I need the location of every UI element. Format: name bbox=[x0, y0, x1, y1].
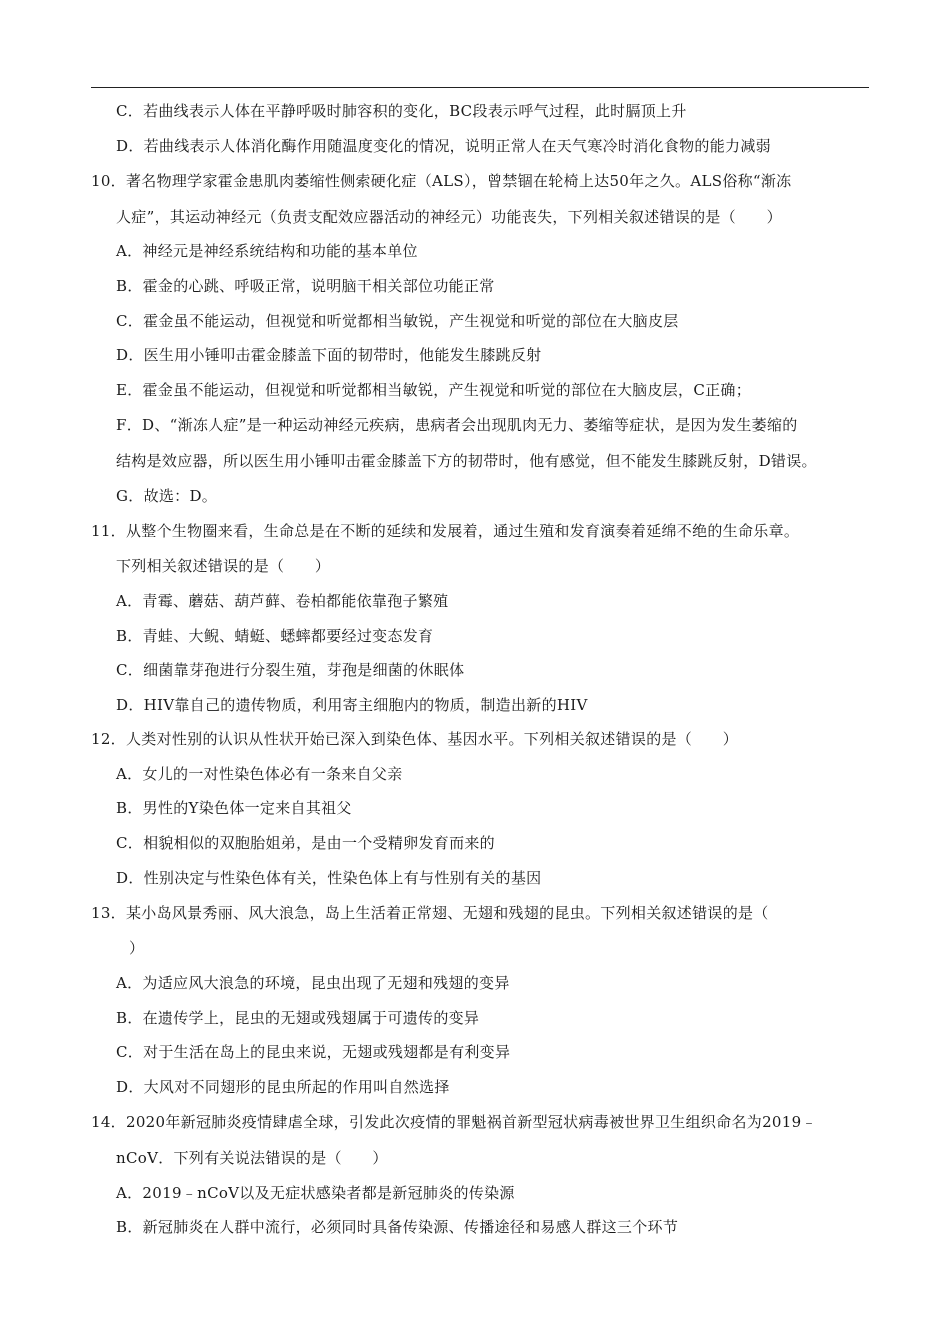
q10-option-a: A．神经元是神经系统结构和功能的基本单位 bbox=[116, 242, 418, 260]
q14-stem: 14．2020年新冠肺炎疫情肆虐全球，引发此次疫情的罪魁祸首新型冠状病毒被世界卫生组织命名为2019﹣ bbox=[91, 1113, 817, 1131]
q10-option-b: B．霍金的心跳、呼吸正常，说明脑干相关部位功能正常 bbox=[116, 277, 495, 295]
q13-option-b: B．在遗传学上，昆虫的无翅或残翅属于可遗传的变异 bbox=[116, 1009, 480, 1027]
q11-option-d: D．HIV靠自己的遗传物质，利用寄主细胞内的物质，制造出新的HIV bbox=[116, 696, 588, 714]
q11-option-c: C．细菌靠芽孢进行分裂生殖，芽孢是细菌的休眠体 bbox=[116, 661, 465, 679]
q11-option-a: A．青霉、蘑菇、葫芦藓、卷柏都能依靠孢子繁殖 bbox=[116, 592, 449, 610]
q9-option-d: D．若曲线表示人体消化酶作用随温度变化的情况，说明正常人在天气寒冷时消化食物的能力减弱 bbox=[116, 137, 771, 155]
q13-option-a: A．为适应风大浪急的环境，昆虫出现了无翅和残翅的变异 bbox=[116, 974, 510, 992]
q13-option-c: C．对于生活在岛上的昆虫来说，无翅或残翅都是有利变异 bbox=[116, 1043, 511, 1061]
q12-option-c: C．相貌相似的双胞胎姐弟，是由一个受精卵发育而来的 bbox=[116, 834, 495, 852]
q12-option-b: B．男性的Y染色体一定来自其祖父 bbox=[116, 799, 352, 817]
q10-option-e: E．霍金虽不能运动，但视觉和听觉都相当敏锐，产生视觉和听觉的部位在大脑皮层，C正确； bbox=[116, 381, 752, 399]
q10-stem: 10．著名物理学家霍金患肌肉萎缩性侧索硬化症（ALS），曾禁锢在轮椅上达50年之久。ALS俗称“渐冻 bbox=[91, 172, 792, 190]
q10-option-f: F．D、“渐冻人症”是一种运动神经元疾病，患病者会出现肌肉无力、萎缩等症状，是因为发生萎缩的 bbox=[116, 416, 798, 434]
q9-option-c: C．若曲线表示人体在平静呼吸时肺容积的变化，BC段表示呼气过程，此时膈顶上升 bbox=[116, 102, 687, 120]
q11-option-b: B．青蛙、大鲵、蜻蜓、蟋蟀都要经过变态发育 bbox=[116, 627, 434, 645]
q10-option-f-cont: 结构是效应器，所以医生用小锤叩击霍金膝盖下方的韧带时，他有感觉，但不能发生膝跳反射，D错误。 bbox=[116, 452, 817, 470]
q12-stem: 12．人类对性别的认识从性状开始已深入到染色体、基因水平。下列相关叙述错误的是（ ） bbox=[91, 730, 738, 748]
q14-stem-cont: nCoV．下列有关说法错误的是（ ） bbox=[116, 1149, 388, 1167]
q13-stem: 13．某小岛风景秀丽、风大浪急，岛上生活着正常翅、无翅和残翅的昆虫。下列相关叙述错误的是（ bbox=[91, 904, 769, 922]
q10-stem-cont: 人症”，其运动神经元（负责支配效应器活动的神经元）功能丧失，下列相关叙述错误的是（ ） bbox=[116, 208, 782, 226]
q13-option-d: D．大风对不同翅形的昆虫所起的作用叫自然选择 bbox=[116, 1078, 450, 1096]
q12-option-d: D．性别决定与性染色体有关，性染色体上有与性别有关的基因 bbox=[116, 869, 542, 887]
q10-option-d: D．医生用小锤叩击霍金膝盖下面的韧带时，他能发生膝跳反射 bbox=[116, 346, 542, 364]
q11-stem-cont: 下列相关叙述错误的是（ ） bbox=[116, 557, 331, 575]
q13-stem-cont: ） bbox=[129, 939, 145, 957]
q10-option-c: C．霍金虽不能运动，但视觉和听觉都相当敏锐，产生视觉和听觉的部位在大脑皮层 bbox=[116, 312, 679, 330]
q10-option-g: G．故选：D。 bbox=[116, 487, 218, 505]
q14-option-a: A．2019﹣nCoV以及无症状感染者都是新冠肺炎的传染源 bbox=[116, 1184, 515, 1202]
header-rule bbox=[91, 87, 869, 88]
q11-stem: 11．从整个生物圈来看，生命总是在不断的延续和发展着，通过生殖和发育演奏着延绵不绝的生命乐章。 bbox=[91, 522, 800, 540]
q14-option-b: B．新冠肺炎在人群中流行，必须同时具备传染源、传播途径和易感人群这三个环节 bbox=[116, 1218, 679, 1236]
q12-option-a: A．女儿的一对性染色体必有一条来自父亲 bbox=[116, 765, 403, 783]
